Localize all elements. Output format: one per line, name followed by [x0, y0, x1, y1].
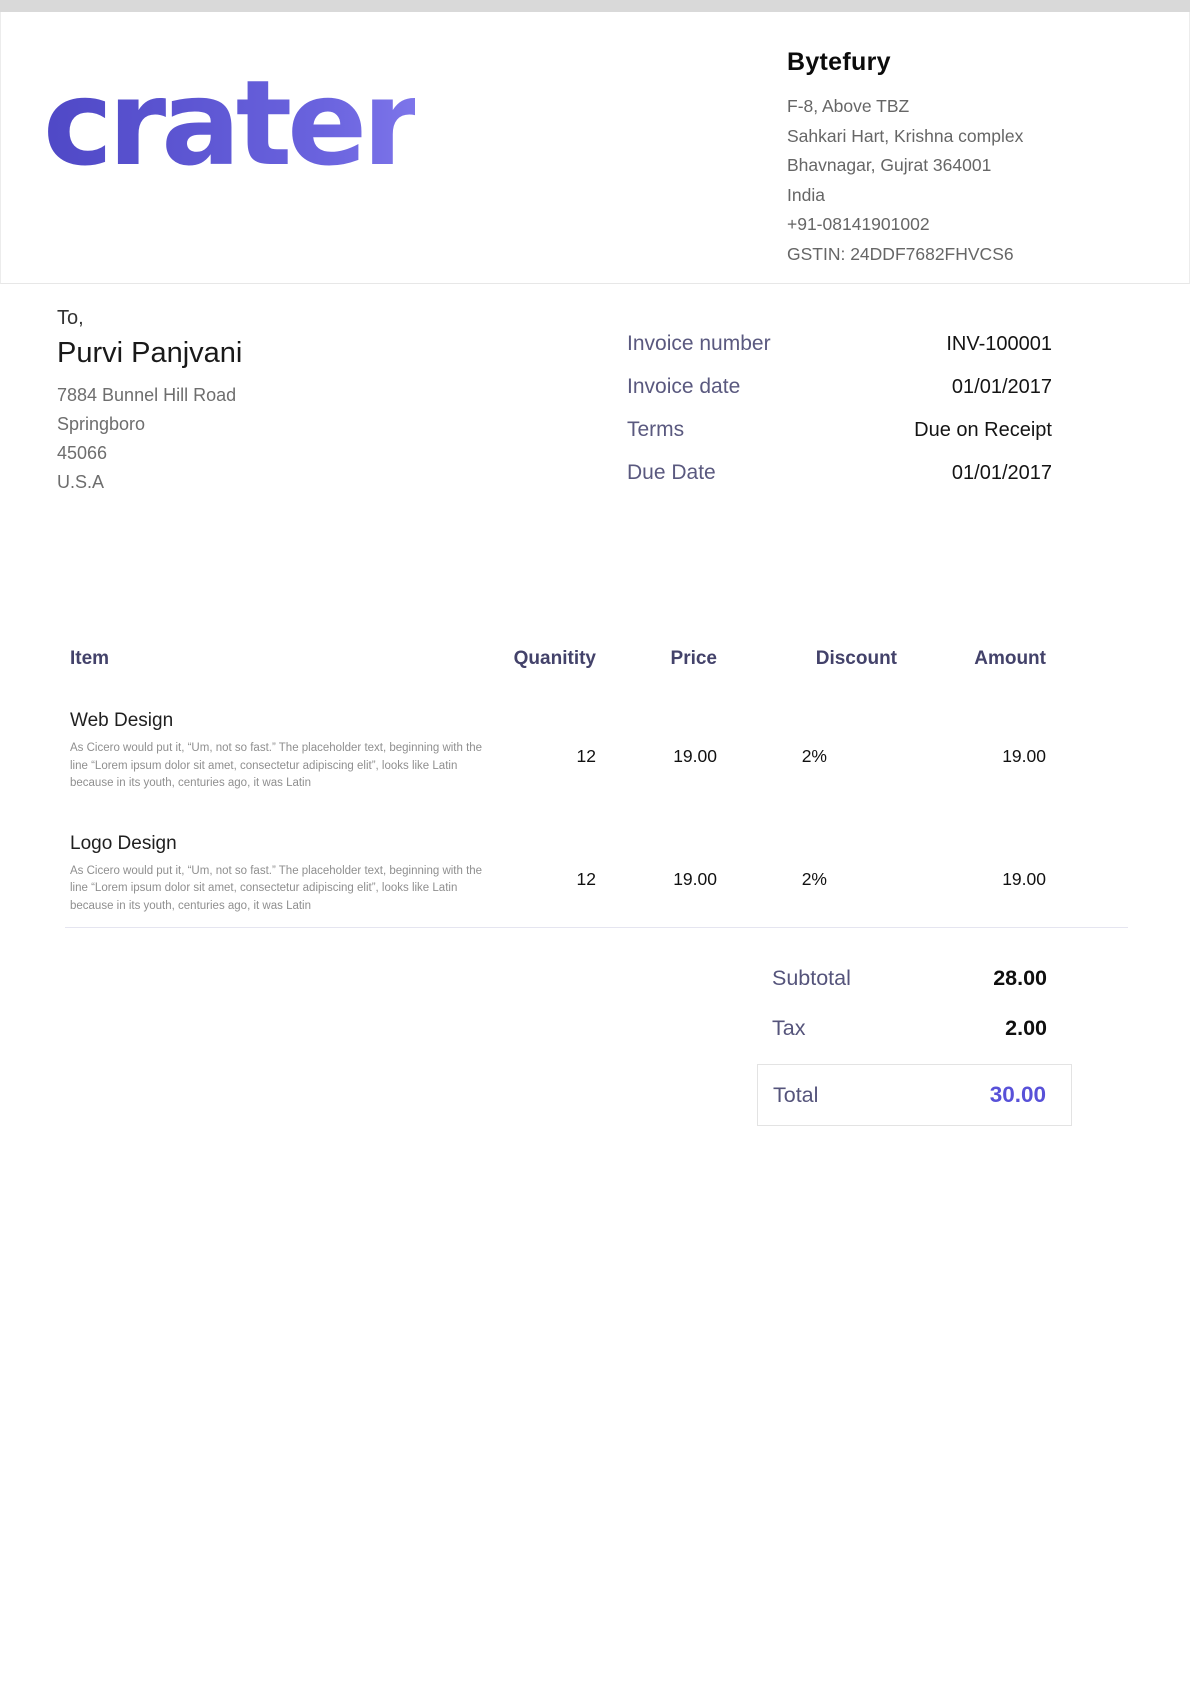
company-info — [787, 48, 1023, 269]
table-row — [70, 833, 1046, 916]
invoice-date-label: Invoice date — [627, 375, 741, 398]
company-name: Bytefury — [787, 48, 891, 76]
column-header-item: Item — [70, 648, 110, 669]
item-description: As Cicero would put it, “Um, not so fast.” The placeholder text, beginning with the line “Lorem ipsum dolor sit amet, consectetur adipiscing elit”, looks like Latin because in its youth, centuries ago, it was Latin — [70, 742, 483, 789]
customer-name: Purvi Panjvani — [57, 337, 243, 369]
item-description: As Cicero would put it, “Um, not so fast.” The placeholder text, beginning with the line “Lorem ipsum dolor sit amet, consectetur adipiscing elit”, looks like Latin because in its youth, centuries ago, it was Latin — [70, 864, 483, 912]
total-box — [757, 1064, 1072, 1126]
subtotal-label: Subtotal — [772, 966, 851, 990]
tax-row — [757, 1014, 1072, 1042]
total-value: 30.00 — [989, 1082, 1046, 1107]
company-address-line: F-8, Above TBZ — [787, 96, 910, 116]
total-label: Total — [773, 1082, 819, 1107]
item-quantity: 12 — [576, 746, 596, 766]
totals-divider — [65, 927, 1128, 928]
column-header-amount: Amount — [974, 648, 1046, 669]
item-amount: 19.00 — [1002, 746, 1046, 766]
item-cell — [70, 710, 510, 793]
customer-address-line: 7884 Bunnel Hill Road — [57, 385, 237, 405]
totals-section — [757, 964, 1072, 1126]
company-address-line: India — [787, 184, 825, 205]
due-date-row — [627, 460, 1052, 486]
invoice-date-row — [627, 374, 1052, 400]
terms-value: Due on Receipt — [914, 419, 1052, 441]
item-amount: 19.00 — [1002, 868, 1046, 889]
item-price: 19.00 — [673, 746, 717, 766]
subtotal-row — [757, 964, 1072, 992]
item-discount: 2% — [801, 868, 827, 889]
tax-value: 2.00 — [1005, 1016, 1047, 1040]
page-top-edge — [0, 0, 1190, 12]
invoice-date-value: 01/01/2017 — [951, 376, 1052, 398]
company-address-line: Sahkari Hart, Krishna complex — [787, 125, 1024, 146]
terms-row — [627, 417, 1052, 443]
invoice-header — [0, 12, 1190, 284]
invoice-meta — [627, 331, 1052, 503]
customer-address-line: U.S.A — [57, 472, 105, 492]
items-table-header — [70, 648, 1046, 670]
company-address — [787, 92, 1023, 269]
customer-address — [57, 381, 242, 497]
bill-to-section — [57, 307, 242, 497]
column-header-price: Price — [670, 648, 717, 669]
table-row — [70, 710, 1046, 793]
subtotal-value: 28.00 — [993, 966, 1047, 990]
due-date-label: Due Date — [627, 461, 716, 484]
item-name: Web Design — [70, 710, 174, 731]
item-quantity: 12 — [576, 868, 596, 889]
company-address-line: Bhavnagar, Gujrat 364001 — [787, 155, 992, 175]
company-gstin: GSTIN: 24DDF7682FHVCS6 — [787, 243, 1014, 264]
due-date-value: 01/01/2017 — [951, 462, 1052, 484]
invoice-number-label: Invoice number — [627, 332, 771, 355]
customer-address-line: Springboro — [57, 414, 146, 434]
terms-label: Terms — [627, 418, 685, 441]
item-name: Logo Design — [70, 832, 177, 854]
tax-label: Tax — [772, 1016, 806, 1040]
column-header-quantity: Quanitity — [513, 648, 596, 669]
items-table — [70, 648, 1046, 915]
item-discount: 2% — [801, 746, 827, 766]
item-price: 19.00 — [673, 868, 717, 889]
bill-to-label: To, — [57, 307, 84, 329]
invoice-number-value: INV-100001 — [946, 333, 1052, 355]
column-header-discount: Discount — [815, 648, 897, 669]
company-phone: +91-08141901002 — [787, 214, 930, 234]
item-cell — [70, 833, 510, 916]
customer-address-line: 45066 — [57, 443, 108, 463]
invoice-number-row — [627, 331, 1052, 357]
crater-logo: crater — [43, 54, 416, 192]
